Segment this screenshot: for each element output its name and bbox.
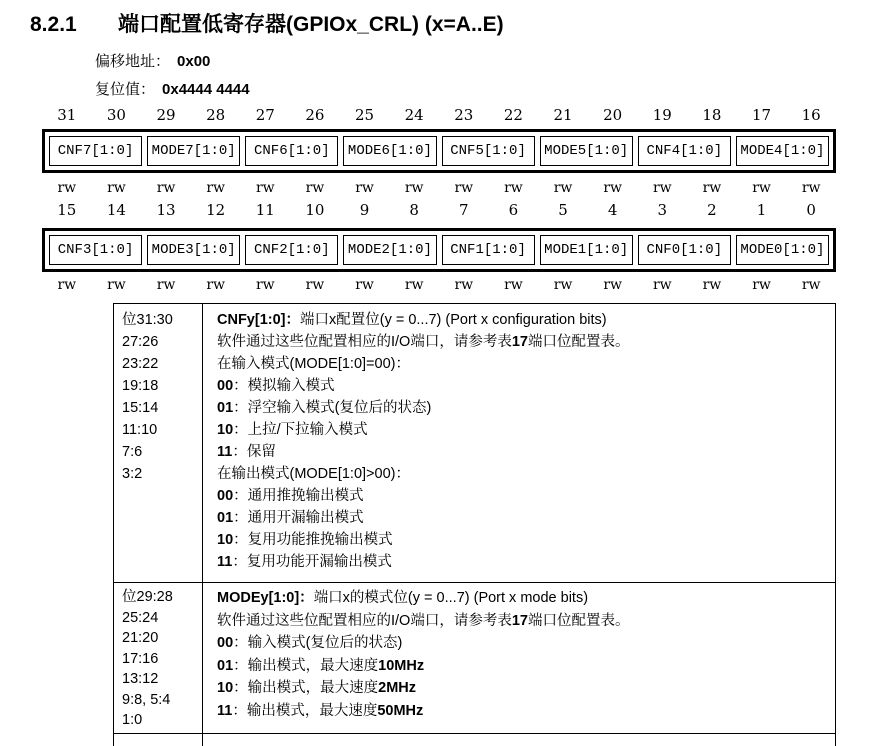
page-title: 端口配置低寄存器(GPIOx_CRL) (x=A..E) bbox=[118, 13, 504, 36]
bit-number: 8 bbox=[409, 201, 419, 219]
desc-text: ：输出模式，最大速度 bbox=[232, 702, 378, 719]
desc-text: 在输入模式(MODE[1:0]=00)： bbox=[217, 356, 410, 372]
access-label: rw bbox=[305, 277, 325, 293]
desc-bold-text: 17 bbox=[511, 334, 528, 350]
bit-range-line: 3:2 bbox=[122, 466, 143, 482]
desc-text: ：模拟输入模式 bbox=[233, 378, 335, 394]
bit-number: 14 bbox=[106, 201, 126, 219]
bit-range-line: 15:14 bbox=[122, 400, 159, 416]
bit-number: 31 bbox=[57, 106, 77, 124]
access-label: rw bbox=[702, 180, 722, 196]
bits-row-1 bbox=[42, 201, 836, 219]
desc-text: ：输出模式，最大速度 bbox=[233, 657, 379, 674]
bit-number: 28 bbox=[206, 106, 226, 124]
desc-line bbox=[217, 587, 835, 610]
bit-range-line: 25:24 bbox=[122, 609, 159, 626]
offset-address-label: 偏移地址： bbox=[95, 53, 171, 70]
section-heading bbox=[30, 8, 504, 38]
desc-bold-text: 17 bbox=[511, 612, 528, 629]
desc-text: 软件通过这些位配置相应的I/O端口，请参考表 bbox=[217, 334, 512, 350]
register-field-cell: MODE7[1:0] bbox=[147, 136, 240, 166]
register-field-cell: MODE5[1:0] bbox=[540, 136, 633, 166]
access-label: rw bbox=[404, 277, 424, 293]
access-label: rw bbox=[355, 180, 374, 196]
desc-line bbox=[217, 610, 835, 633]
bit-range-line: 13:12 bbox=[122, 671, 159, 687]
desc-text: ：上拉/下拉输入模式 bbox=[233, 422, 368, 438]
bit-number: 11 bbox=[255, 201, 275, 219]
desc-text: ：复用功能开漏输出模式 bbox=[232, 554, 392, 570]
bit-number: 24 bbox=[404, 106, 424, 124]
desc-row-1 bbox=[114, 583, 835, 734]
bit-number: 22 bbox=[503, 106, 523, 124]
bit-range-line: 21:20 bbox=[122, 630, 159, 646]
desc-text: ：输出模式，最大速度 bbox=[233, 680, 379, 696]
desc-bold-text: MODEy[1:0]： bbox=[217, 590, 314, 606]
bit-number: 25 bbox=[355, 106, 375, 124]
access-label: rw bbox=[355, 277, 374, 293]
desc-bold-text: 01 bbox=[217, 510, 234, 526]
bit-number: 17 bbox=[752, 106, 772, 124]
bit-number: 15 bbox=[57, 201, 77, 219]
desc-line bbox=[217, 485, 835, 507]
bits-row-0 bbox=[42, 106, 836, 124]
bit-range-line: 7:6 bbox=[122, 444, 143, 460]
desc-bold-text: 11 bbox=[217, 702, 233, 719]
bit-range-line: 11:10 bbox=[122, 422, 158, 438]
offset-address-line bbox=[95, 48, 250, 76]
access-label: rw bbox=[255, 277, 275, 293]
desc-text: ：输入模式(复位后的状态) bbox=[233, 635, 403, 651]
access-label: rw bbox=[603, 277, 623, 293]
desc-bold-text: 10 bbox=[217, 532, 234, 548]
access-label: rw bbox=[553, 180, 573, 196]
desc-text: ：保留 bbox=[232, 444, 276, 460]
register-field-cell: CNF5[1:0] bbox=[442, 136, 535, 166]
desc-bold-text: 10MHz bbox=[378, 657, 425, 674]
desc-bold-text: 11 bbox=[217, 554, 233, 570]
bit-range-line: 17:16 bbox=[122, 650, 159, 667]
bit-number: 10 bbox=[305, 201, 325, 219]
bit-range-column bbox=[114, 734, 203, 746]
desc-line bbox=[217, 353, 835, 375]
bit-number: 6 bbox=[508, 201, 519, 219]
register-field-cell: CNF6[1:0] bbox=[245, 136, 338, 166]
desc-row-0 bbox=[114, 304, 835, 583]
bit-number: 21 bbox=[553, 106, 573, 124]
desc-bold-text: 10 bbox=[217, 680, 234, 696]
desc-text: 端口x的模式位(y = 0...7) (Port x mode bits) bbox=[313, 590, 589, 606]
access-label: rw bbox=[107, 180, 126, 196]
bit-number: 29 bbox=[156, 106, 176, 124]
desc-line bbox=[217, 677, 835, 700]
desc-text: ：浮空输入模式(复位后的状态) bbox=[233, 400, 432, 416]
bit-number: 13 bbox=[156, 201, 176, 219]
register-field-cell: CNF2[1:0] bbox=[245, 235, 338, 265]
bit-range-line: 23:22 bbox=[122, 356, 159, 372]
access-label: rw bbox=[57, 277, 77, 293]
bit-number: 23 bbox=[454, 106, 474, 124]
bit-range-line: 9:8, 5:4 bbox=[122, 691, 171, 708]
desc-line bbox=[217, 632, 835, 655]
access-label: rw bbox=[255, 180, 275, 196]
description-column bbox=[203, 734, 835, 746]
register-field-cell: CNF0[1:0] bbox=[638, 235, 731, 265]
desc-text: 端口位配置表。 bbox=[527, 334, 630, 350]
desc-text: 在输出模式(MODE[1:0]>00)： bbox=[217, 466, 410, 482]
bit-range-line: 位29:28 bbox=[122, 589, 173, 605]
offset-address-value: 0x00 bbox=[177, 53, 211, 70]
access-row-1 bbox=[42, 277, 836, 293]
desc-line bbox=[217, 441, 835, 463]
register-field-cell: CNF3[1:0] bbox=[49, 235, 142, 265]
access-label: rw bbox=[57, 180, 77, 196]
desc-line bbox=[217, 331, 835, 353]
bit-number: 16 bbox=[801, 106, 821, 124]
register-meta bbox=[95, 48, 250, 104]
desc-bold-text: 00 bbox=[217, 378, 234, 394]
access-label: rw bbox=[652, 180, 672, 196]
desc-bold-text: 11 bbox=[217, 444, 233, 460]
access-label: rw bbox=[305, 180, 325, 196]
bit-range-column bbox=[114, 304, 203, 582]
access-label: rw bbox=[504, 277, 523, 293]
access-label: rw bbox=[107, 277, 126, 293]
bit-range-line: 27:26 bbox=[122, 334, 159, 350]
desc-line bbox=[217, 375, 835, 397]
bit-range-line: 1:0 bbox=[122, 712, 143, 728]
register-field-cell: MODE2[1:0] bbox=[343, 235, 436, 265]
desc-text: 软件通过这些位配置相应的I/O端口，请参考表 bbox=[217, 612, 512, 629]
desc-line bbox=[217, 700, 835, 723]
register-field-cell: CNF4[1:0] bbox=[638, 136, 731, 166]
bit-number: 5 bbox=[558, 201, 568, 219]
desc-text: 端口位配置表。 bbox=[527, 612, 630, 629]
bit-number: 3 bbox=[657, 201, 668, 219]
bit-range-line: 位31:30 bbox=[122, 312, 173, 328]
desc-text: ：通用开漏输出模式 bbox=[233, 510, 364, 526]
reset-value-value: 0x4444 4444 bbox=[162, 81, 250, 98]
access-label: rw bbox=[206, 277, 226, 293]
desc-line bbox=[217, 419, 835, 441]
desc-line bbox=[217, 309, 835, 331]
desc-bold-text: 10 bbox=[217, 422, 234, 438]
bit-range-column bbox=[114, 583, 203, 733]
description-column bbox=[203, 583, 835, 733]
register-field-cell: MODE4[1:0] bbox=[736, 136, 829, 166]
desc-line bbox=[217, 529, 835, 551]
desc-bold-text: 01 bbox=[217, 657, 234, 674]
access-label: rw bbox=[652, 277, 672, 293]
access-label: rw bbox=[454, 277, 474, 293]
register-field-cell: MODE1[1:0] bbox=[540, 235, 633, 265]
access-label: rw bbox=[504, 180, 523, 196]
access-label: rw bbox=[603, 180, 623, 196]
desc-line bbox=[217, 463, 835, 485]
access-label: rw bbox=[702, 277, 722, 293]
access-label: rw bbox=[752, 180, 771, 196]
access-label: rw bbox=[752, 277, 771, 293]
desc-bold-text: 00 bbox=[217, 488, 234, 504]
bit-number: 19 bbox=[652, 106, 672, 124]
bit-range-line: 19:18 bbox=[122, 378, 159, 394]
bit-number: 30 bbox=[106, 106, 126, 124]
bit-number: 0 bbox=[806, 201, 816, 219]
desc-bold-text: 2MHz bbox=[378, 680, 417, 696]
access-row-0 bbox=[42, 180, 836, 196]
access-label: rw bbox=[553, 277, 573, 293]
bit-number: 9 bbox=[359, 201, 370, 219]
register-field-cell: MODE3[1:0] bbox=[147, 235, 240, 265]
bit-number: 12 bbox=[206, 201, 226, 219]
bit-number: 7 bbox=[459, 201, 469, 219]
desc-line bbox=[217, 397, 835, 419]
bit-number: 1 bbox=[756, 201, 767, 219]
register-field-cell: CNF1[1:0] bbox=[442, 235, 535, 265]
access-label: rw bbox=[404, 180, 424, 196]
register-field-cell: CNF7[1:0] bbox=[49, 136, 142, 166]
access-label: rw bbox=[454, 180, 474, 196]
access-label: rw bbox=[156, 277, 176, 293]
reset-value-label: 复位值： bbox=[95, 81, 156, 98]
fields-row-1 bbox=[42, 228, 836, 272]
bit-number: 18 bbox=[702, 106, 722, 124]
bit-number: 20 bbox=[603, 106, 623, 124]
section-number: 8.2.1 bbox=[30, 13, 77, 36]
desc-line bbox=[217, 551, 835, 573]
desc-bold-text: 50MHz bbox=[377, 702, 424, 719]
access-label: rw bbox=[206, 180, 226, 196]
description-column bbox=[203, 304, 835, 582]
bit-number: 27 bbox=[255, 106, 275, 124]
desc-bold-text: CNFy[1:0]： bbox=[217, 312, 300, 328]
bit-number: 26 bbox=[305, 106, 325, 124]
register-field-cell: MODE0[1:0] bbox=[736, 235, 829, 265]
desc-line bbox=[217, 507, 835, 529]
desc-line bbox=[217, 655, 835, 678]
access-label: rw bbox=[801, 180, 821, 196]
reset-value-line bbox=[95, 76, 250, 104]
fields-row-0 bbox=[42, 129, 836, 173]
access-label: rw bbox=[801, 277, 821, 293]
desc-text: ：复用功能推挽输出模式 bbox=[233, 532, 393, 548]
register-field-cell: MODE6[1:0] bbox=[343, 136, 436, 166]
desc-text: ：通用推挽输出模式 bbox=[233, 488, 364, 504]
bit-description-table bbox=[113, 303, 836, 746]
bit-number: 4 bbox=[607, 201, 618, 219]
desc-row-continuation bbox=[114, 734, 835, 746]
desc-text: 端口x配置位(y = 0...7) (Port x configuration bits) bbox=[299, 312, 607, 328]
desc-bold-text: 01 bbox=[217, 400, 234, 416]
bit-number: 2 bbox=[707, 201, 717, 219]
access-label: rw bbox=[156, 180, 176, 196]
desc-bold-text: 00 bbox=[217, 635, 234, 651]
